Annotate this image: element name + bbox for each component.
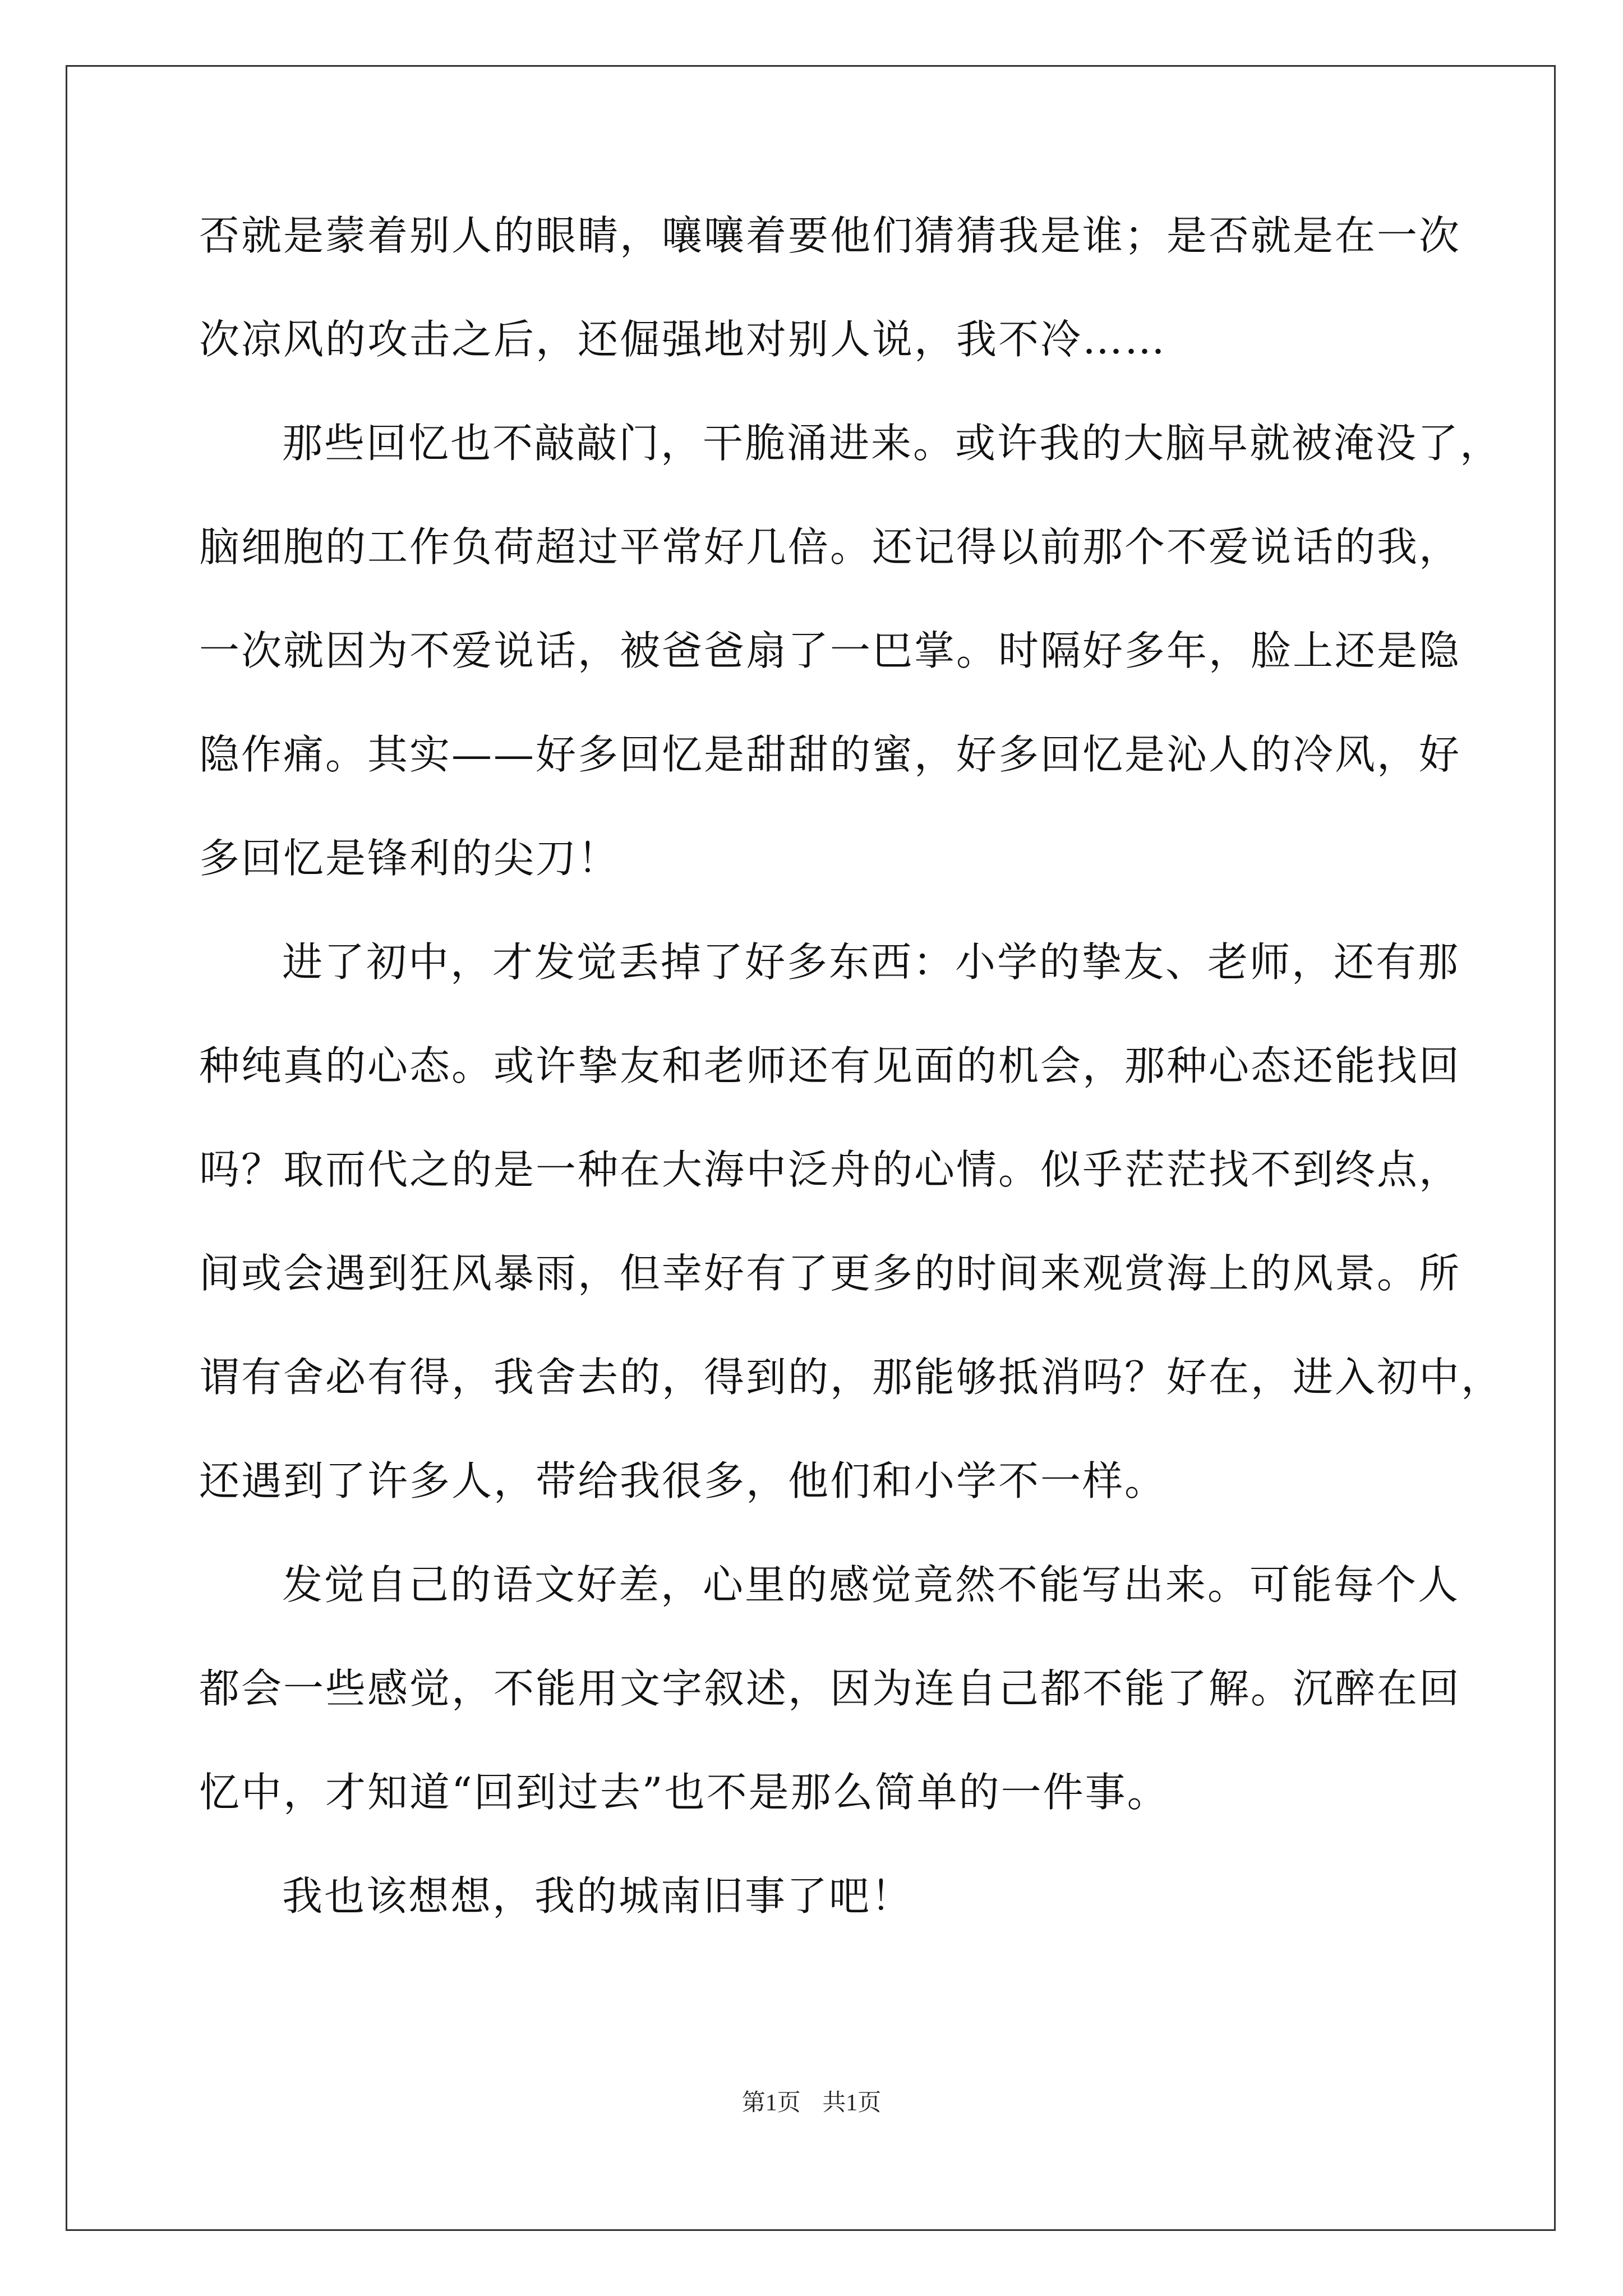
text-line: 谓有舍必有得，我舍去的，得到的，那能够抵消吗？好在，进入初中， xyxy=(199,1354,1504,1401)
paragraph-start-line: 进了初中，才发觉丢掉了好多东西：小学的挚友、老师，还有那 xyxy=(282,938,1460,986)
text-line: 还遇到了许多人，带给我很多，他们和小学不一样。 xyxy=(199,1457,1167,1504)
paragraph-start-line: 那些回忆也不敲敲门，干脆涌进来。或许我的大脑早就被淹没了， xyxy=(282,420,1502,467)
text-line: 吗？取而代之的是一种在大海中泛舟的心情。似乎茫茫找不到终点， xyxy=(199,1146,1461,1193)
paragraph-start-line: 我也该想想，我的城南旧事了吧！ xyxy=(282,1872,914,1920)
page-total: 共1页 xyxy=(822,2090,882,2116)
text-line: 都会一些感觉，不能用文字叙述，因为连自己都不能了解。沉醉在回 xyxy=(199,1665,1461,1712)
paragraph-start-line: 发觉自己的语文好差，心里的感觉竟然不能写出来。可能每个人 xyxy=(282,1561,1460,1608)
text-line: 多回忆是锋利的尖刀！ xyxy=(199,835,620,882)
text-line: 隐作痛。其实——好多回忆是甜甜的蜜，好多回忆是沁人的冷风，好 xyxy=(199,731,1461,778)
page-number: 第1页 xyxy=(741,2090,801,2116)
text-line: 间或会遇到狂风暴雨，但幸好有了更多的时间来观赏海上的风景。所 xyxy=(199,1250,1461,1297)
text-line: 一次就因为不爱说话，被爸爸扇了一巴掌。时隔好多年，脸上还是隐 xyxy=(199,627,1461,674)
page-footer xyxy=(0,2084,1623,2118)
text-line: 否就是蒙着别人的眼睛，嚷嚷着要他们猜猜我是谁；是否就是在一次 xyxy=(199,212,1461,259)
text-line: 脑细胞的工作负荷超过平常好几倍。还记得以前那个不爱说话的我， xyxy=(199,523,1461,570)
text-line: 种纯真的心态。或许挚友和老师还有见面的机会，那种心态还能找回 xyxy=(199,1042,1461,1089)
text-line: 次凉风的攻击之后，还倔强地对别人说，我不冷…… xyxy=(199,316,1167,363)
text-line: 忆中，才知道“回到过去”也不是那么简单的一件事。 xyxy=(199,1769,1169,1816)
